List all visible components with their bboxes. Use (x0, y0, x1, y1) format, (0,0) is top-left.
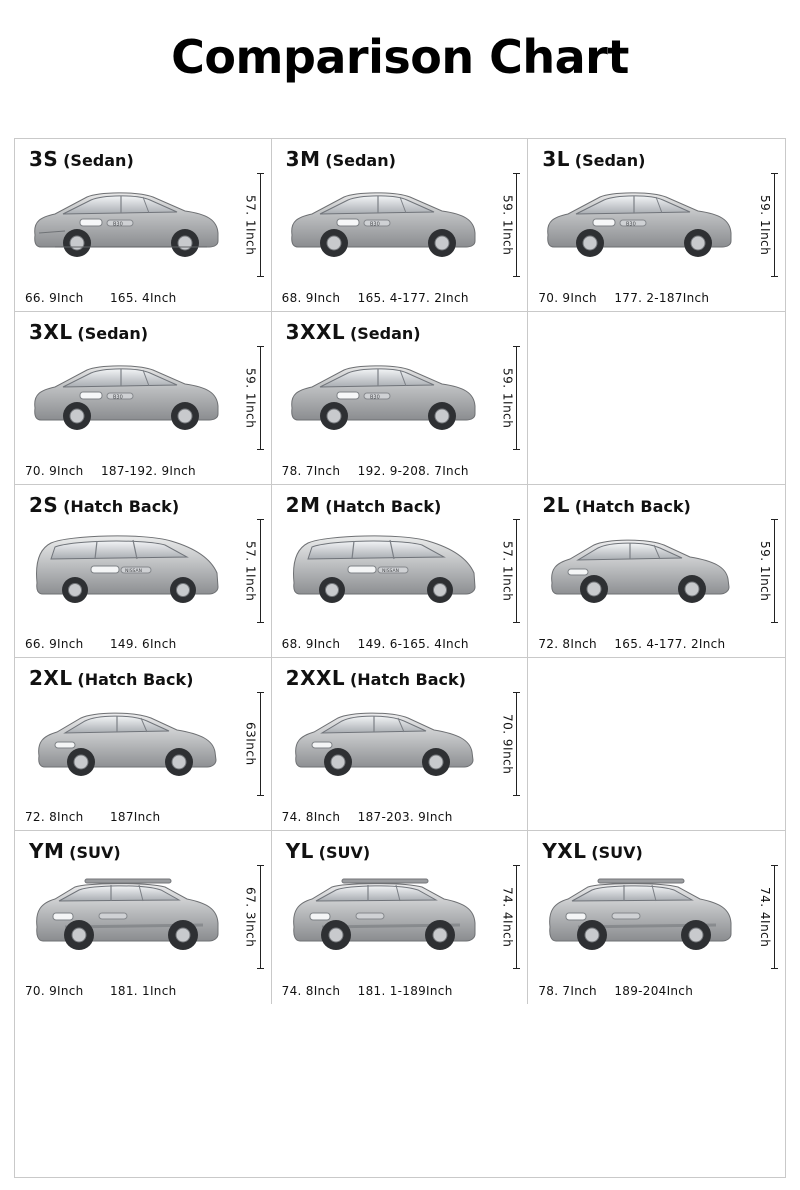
svg-text:B30: B30 (626, 221, 637, 228)
size-cell-2xl (15, 658, 272, 831)
width-value: 78. 7Inch (281, 464, 341, 478)
length-value: 181. 1Inch (110, 984, 177, 998)
bottom-dimensions (528, 635, 785, 651)
suv-car-icon (282, 865, 487, 957)
body-type: (SUV) (318, 843, 371, 862)
van-car-icon (282, 519, 487, 611)
width-value: 72. 8Inch (538, 637, 597, 651)
height-value: 59. 1Inch (757, 194, 772, 256)
size-code: 3XL (29, 320, 73, 344)
height-value: 74. 4Inch (500, 886, 515, 948)
cell-label (542, 493, 690, 517)
page-title: Comparison Chart (171, 30, 629, 84)
height-value: 59. 1Inch (243, 367, 258, 429)
width-value: 66. 9Inch (25, 291, 84, 305)
length-value: 192. 9-208. 7Inch (357, 464, 469, 478)
cell-label (286, 493, 442, 517)
width-value: 78. 7Inch (538, 984, 597, 998)
size-cell-3l (528, 139, 785, 312)
bottom-dimensions (15, 982, 271, 998)
height-dimension (244, 692, 261, 796)
length-value: 165. 4-177. 2Inch (357, 291, 469, 305)
size-cell-yxl (528, 831, 785, 1004)
bottom-dimensions (272, 808, 528, 824)
body-type: (Sedan) (574, 151, 646, 170)
size-cell-yl (272, 831, 529, 1004)
height-value: 57. 1Inch (243, 540, 258, 602)
body-type: (SUV) (69, 843, 121, 862)
size-comparison-grid (14, 138, 786, 1178)
height-dimension (500, 173, 517, 277)
bottom-dimensions (528, 289, 785, 305)
height-line (260, 692, 261, 796)
cell-label (29, 320, 148, 344)
size-cell-2l (528, 485, 785, 658)
cell-label (286, 147, 396, 171)
cell-label (286, 839, 371, 863)
size-code: YM (29, 839, 65, 863)
length-value: 165. 4-177. 2Inch (614, 637, 726, 651)
height-line (516, 692, 517, 796)
height-value: 57. 1Inch (243, 194, 258, 256)
height-value: 67. 3Inch (243, 886, 258, 948)
height-value: 59. 1Inch (500, 367, 515, 429)
bottom-dimensions (15, 635, 271, 651)
bottom-dimensions (272, 462, 528, 478)
height-value: 59. 1Inch (757, 540, 772, 602)
length-value: 187-203. 9Inch (357, 810, 453, 824)
size-cell-3xl (15, 312, 272, 485)
height-dimension (758, 865, 775, 969)
svg-text:B30: B30 (369, 394, 380, 401)
size-cell-2s (15, 485, 272, 658)
height-value: 57. 1Inch (500, 540, 515, 602)
svg-text:B30: B30 (113, 394, 123, 401)
width-value: 70. 9Inch (25, 984, 84, 998)
body-type: (Sedan) (349, 324, 421, 343)
body-type: (Hatch Back) (574, 497, 691, 516)
length-value: 189-204Inch (614, 984, 694, 998)
height-dimension (500, 692, 517, 796)
empty-cell (528, 658, 785, 831)
cell-label (29, 839, 121, 863)
size-code: 3L (542, 147, 570, 171)
size-code: 3XXL (285, 320, 346, 344)
sedan-car-icon (538, 173, 743, 265)
cell-label (29, 147, 134, 171)
body-type: (Sedan) (325, 151, 396, 170)
height-dimension (758, 519, 775, 623)
height-dimension (244, 519, 261, 623)
width-value: 72. 8Inch (25, 810, 84, 824)
bottom-dimensions (272, 289, 528, 305)
height-line (774, 865, 775, 969)
body-type: (Hatch Back) (63, 497, 180, 516)
body-type: (SUV) (591, 843, 643, 862)
svg-text:B30: B30 (369, 221, 380, 228)
length-value: 187-192. 9Inch (101, 464, 196, 478)
size-cell-3xxl (272, 312, 529, 485)
hatchback-car-icon (538, 519, 743, 611)
length-value: 165. 4Inch (110, 291, 177, 305)
height-dimension (244, 173, 261, 277)
size-cell-3m (272, 139, 529, 312)
length-value: 149. 6-165. 4Inch (357, 637, 469, 651)
height-dimension (758, 173, 775, 277)
length-value: 187Inch (110, 810, 161, 824)
svg-text:NISSAN: NISSAN (381, 569, 399, 574)
height-value: 63Inch (243, 722, 258, 766)
sedan-car-icon (282, 346, 487, 438)
size-code: 2XXL (285, 666, 346, 690)
body-type: (Sedan) (77, 324, 149, 343)
bottom-dimensions (15, 289, 271, 305)
height-line (260, 519, 261, 623)
hatchback-car-icon (282, 692, 487, 784)
empty-cell (528, 312, 785, 485)
cell-label (542, 147, 645, 171)
height-value: 59. 1Inch (500, 194, 515, 256)
size-cell-3s (15, 139, 272, 312)
width-value: 68. 9Inch (281, 637, 341, 651)
width-value: 68. 9Inch (281, 291, 341, 305)
size-code: 2L (542, 493, 570, 517)
size-code: 3M (285, 147, 321, 171)
height-line (260, 346, 261, 450)
size-code: 2M (285, 493, 321, 517)
height-dimension (244, 346, 261, 450)
width-value: 74. 8Inch (281, 810, 341, 824)
cell-label (29, 493, 179, 517)
cell-label (29, 666, 193, 690)
height-line (516, 519, 517, 623)
height-dimension (500, 865, 517, 969)
width-value: 70. 9Inch (25, 464, 84, 478)
height-line (774, 519, 775, 623)
size-cell-2m (272, 485, 529, 658)
length-value: 177. 2-187Inch (614, 291, 710, 305)
height-line (260, 865, 261, 969)
height-dimension (500, 519, 517, 623)
height-dimension (244, 865, 261, 969)
height-value: 74. 4Inch (757, 886, 772, 948)
sedan-car-icon (282, 173, 487, 265)
size-cell-2xxl (272, 658, 529, 831)
svg-text:NISSAN: NISSAN (125, 569, 142, 574)
height-value: 70. 9Inch (500, 713, 515, 775)
size-code: 3S (29, 147, 59, 171)
van-car-icon (25, 519, 230, 611)
cell-label (286, 320, 421, 344)
height-dimension (500, 346, 517, 450)
suv-car-icon (538, 865, 743, 957)
width-value: 74. 8Inch (281, 984, 341, 998)
height-line (260, 173, 261, 277)
size-code: 2XL (29, 666, 73, 690)
height-line (516, 173, 517, 277)
sedan-car-icon (25, 173, 230, 265)
bottom-dimensions (528, 982, 785, 998)
body-type: (Hatch Back) (325, 497, 442, 516)
body-type: (Sedan) (63, 151, 134, 170)
size-code: 2S (29, 493, 59, 517)
bottom-dimensions (272, 635, 528, 651)
size-code: YL (285, 839, 314, 863)
bottom-dimensions (15, 462, 271, 478)
length-value: 149. 6Inch (110, 637, 177, 651)
height-line (774, 173, 775, 277)
bottom-dimensions (272, 982, 528, 998)
body-type: (Hatch Back) (77, 670, 194, 689)
width-value: 70. 9Inch (538, 291, 597, 305)
cell-label (542, 839, 642, 863)
bottom-dimensions (15, 808, 271, 824)
length-value: 181. 1-189Inch (357, 984, 453, 998)
suv-car-icon (25, 865, 230, 957)
cell-label (286, 666, 466, 690)
body-type: (Hatch Back) (349, 670, 466, 689)
sedan-car-icon (25, 346, 230, 438)
hatchback-car-icon (25, 692, 230, 784)
height-line (516, 346, 517, 450)
height-line (516, 865, 517, 969)
size-code: YXL (542, 839, 587, 863)
width-value: 66. 9Inch (25, 637, 84, 651)
svg-text:B30: B30 (113, 221, 123, 228)
size-cell-ym (15, 831, 272, 1004)
